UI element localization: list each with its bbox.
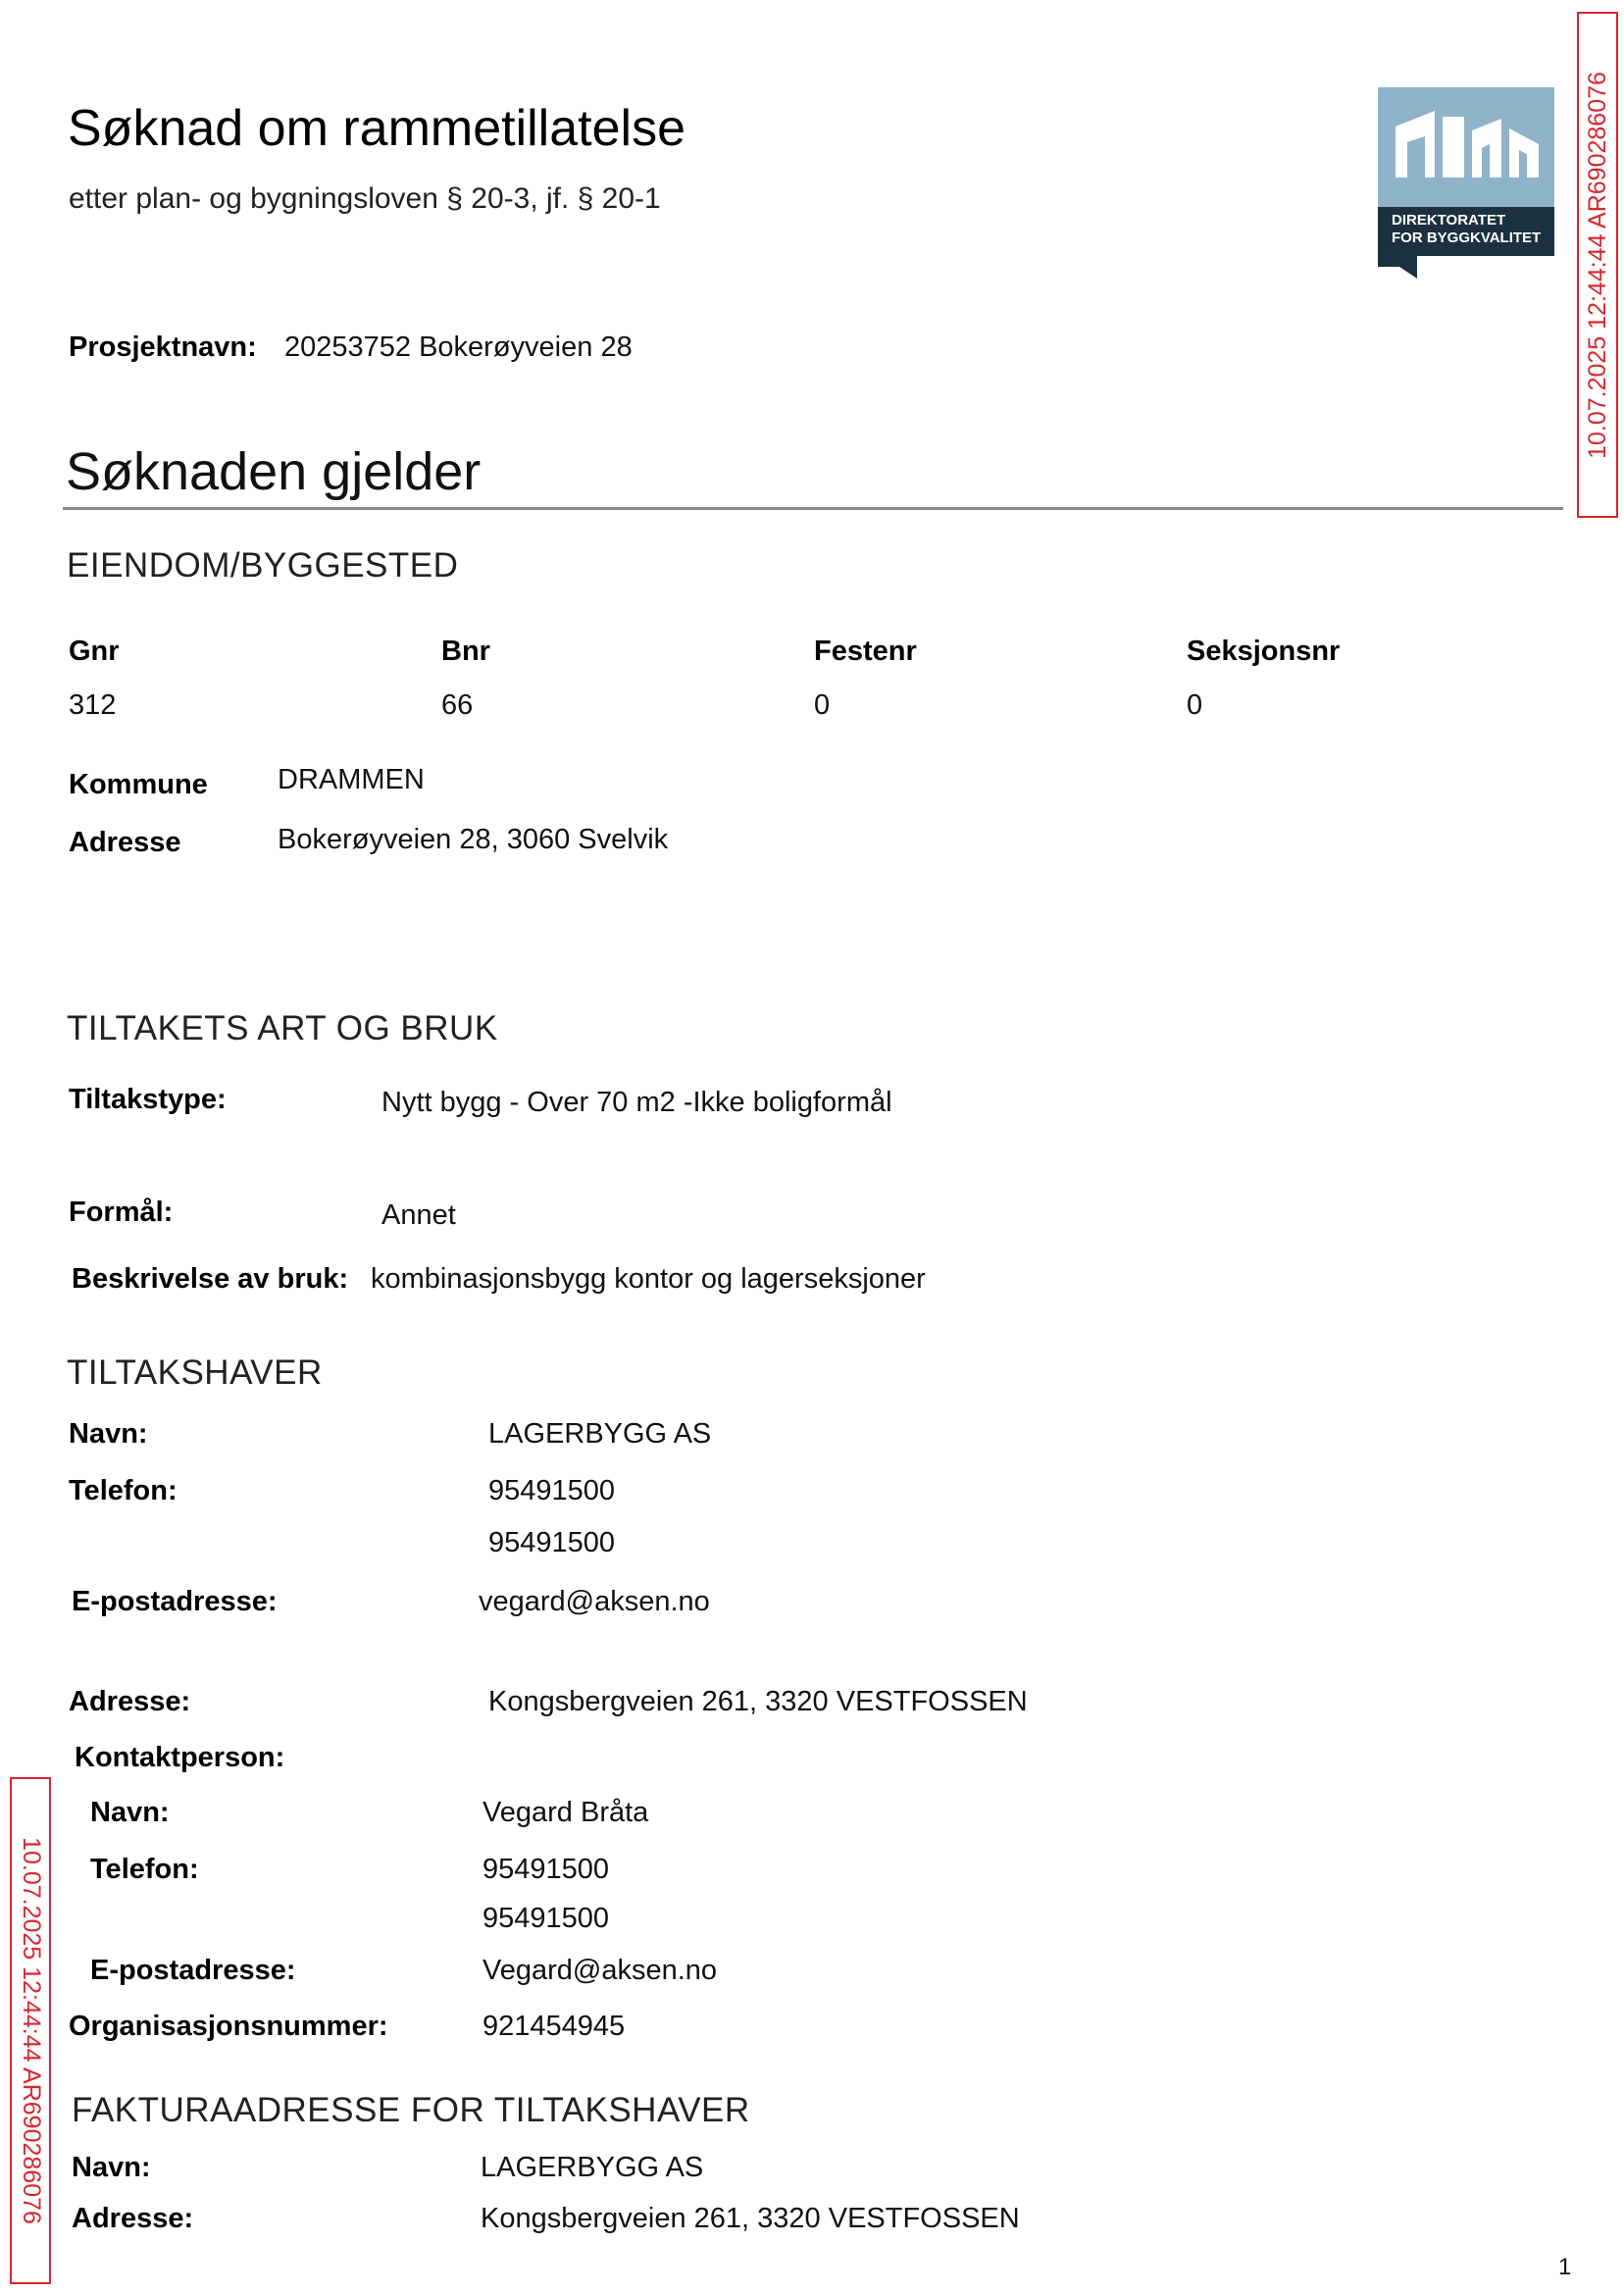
formal-label: Formål: — [69, 1197, 174, 1228]
gnr-value: 312 — [69, 689, 117, 721]
eiendom-heading: EIENDOM/BYGGESTED — [67, 546, 459, 585]
faktura-adresse-label: Adresse: — [72, 2203, 194, 2234]
kontakt-epost-label: E-postadresse: — [90, 1955, 296, 1986]
tiltakshaver-heading: TILTAKSHAVER — [67, 1353, 323, 1392]
kontakt-navn-label: Navn: — [90, 1797, 170, 1828]
kommune-label: Kommune — [69, 769, 208, 800]
orgnr-value: 921454945 — [482, 2011, 626, 2042]
bnr-label: Bnr — [441, 636, 490, 667]
tiltakshaver-telefon-value-2: 95491500 — [488, 1527, 616, 1558]
festenr-label: Festenr — [814, 636, 917, 667]
kontakt-navn-value: Vegard Bråta — [482, 1797, 649, 1828]
faktura-adresse-value: Kongsbergveien 261, 3320 VESTFOSSEN — [481, 2203, 1020, 2234]
kontakt-epost-value: Vegard@aksen.no — [482, 1955, 718, 1986]
tiltakshaver-adresse-value: Kongsbergveien 261, 3320 VESTFOSSEN — [488, 1686, 1028, 1717]
bruk-value: kombinasjonsbygg kontor og lagerseksjoner — [371, 1263, 926, 1295]
kontakt-telefon-label: Telefon: — [90, 1854, 199, 1885]
orgnr-label: Organisasjonsnummer: — [69, 2011, 388, 2042]
seksjonsnr-value: 0 — [1187, 689, 1203, 721]
formal-value: Annet — [381, 1199, 456, 1231]
tiltakshaver-epost-label: E-postadresse: — [72, 1586, 278, 1617]
section-divider — [63, 507, 1563, 510]
adresse-label: Adresse — [69, 827, 181, 858]
section-title: Søknaden gjelder — [66, 442, 482, 501]
kontakt-telefon-value: 95491500 — [482, 1854, 610, 1885]
faktura-navn-label: Navn: — [72, 2152, 151, 2183]
tiltakshaver-telefon-label: Telefon: — [69, 1475, 178, 1506]
tiltakshaver-epost-value: vegard@aksen.no — [479, 1586, 710, 1617]
bnr-value: 66 — [441, 689, 474, 721]
building-logo-icon — [1378, 87, 1554, 279]
tiltak-heading: TILTAKETS ART OG BRUK — [67, 1009, 498, 1047]
faktura-heading: FAKTURAADRESSE FOR TILTAKSHAVER — [72, 2091, 750, 2129]
kommune-value: DRAMMEN — [278, 764, 425, 795]
project-label: Prosjektnavn: — [69, 331, 257, 363]
bruk-label: Beskrivelse av bruk: — [72, 1263, 349, 1295]
timestamp-stamp-top: 10.07.2025 12:44:44 AR690286076 — [1577, 12, 1618, 518]
dibk-logo — [1378, 87, 1554, 279]
project-value: 20253752 Bokerøyveien 28 — [284, 331, 633, 363]
logo-text: DIREKTORATET FOR BYGGKVALITET — [1392, 212, 1542, 246]
festenr-value: 0 — [814, 689, 831, 721]
tiltakstype-value: Nytt bygg - Over 70 m2 -Ikke boligformål — [381, 1087, 892, 1118]
tiltakshaver-navn-value: LAGERBYGG AS — [488, 1418, 712, 1450]
tiltakstype-label: Tiltakstype: — [69, 1084, 227, 1115]
faktura-navn-value: LAGERBYGG AS — [481, 2152, 704, 2183]
tiltakshaver-navn-label: Navn: — [69, 1418, 148, 1450]
gnr-label: Gnr — [69, 636, 120, 667]
adresse-value: Bokerøyveien 28, 3060 Svelvik — [278, 824, 669, 855]
page-title: Søknad om rammetillatelse — [68, 100, 685, 157]
kontaktperson-label: Kontaktperson: — [75, 1742, 285, 1773]
page-subtitle: etter plan- og bygningsloven § 20-3, jf. § 20-1 — [69, 182, 661, 215]
tiltakshaver-adresse-label: Adresse: — [69, 1686, 191, 1717]
tiltakshaver-telefon-value: 95491500 — [488, 1475, 616, 1506]
timestamp-stamp-left: 10.07.2025 12:44:44 AR690286076 — [10, 1777, 51, 2284]
kontakt-telefon-value-2: 95491500 — [482, 1903, 610, 1934]
seksjonsnr-label: Seksjonsnr — [1187, 636, 1341, 667]
page-number: 1 — [1558, 2254, 1572, 2280]
